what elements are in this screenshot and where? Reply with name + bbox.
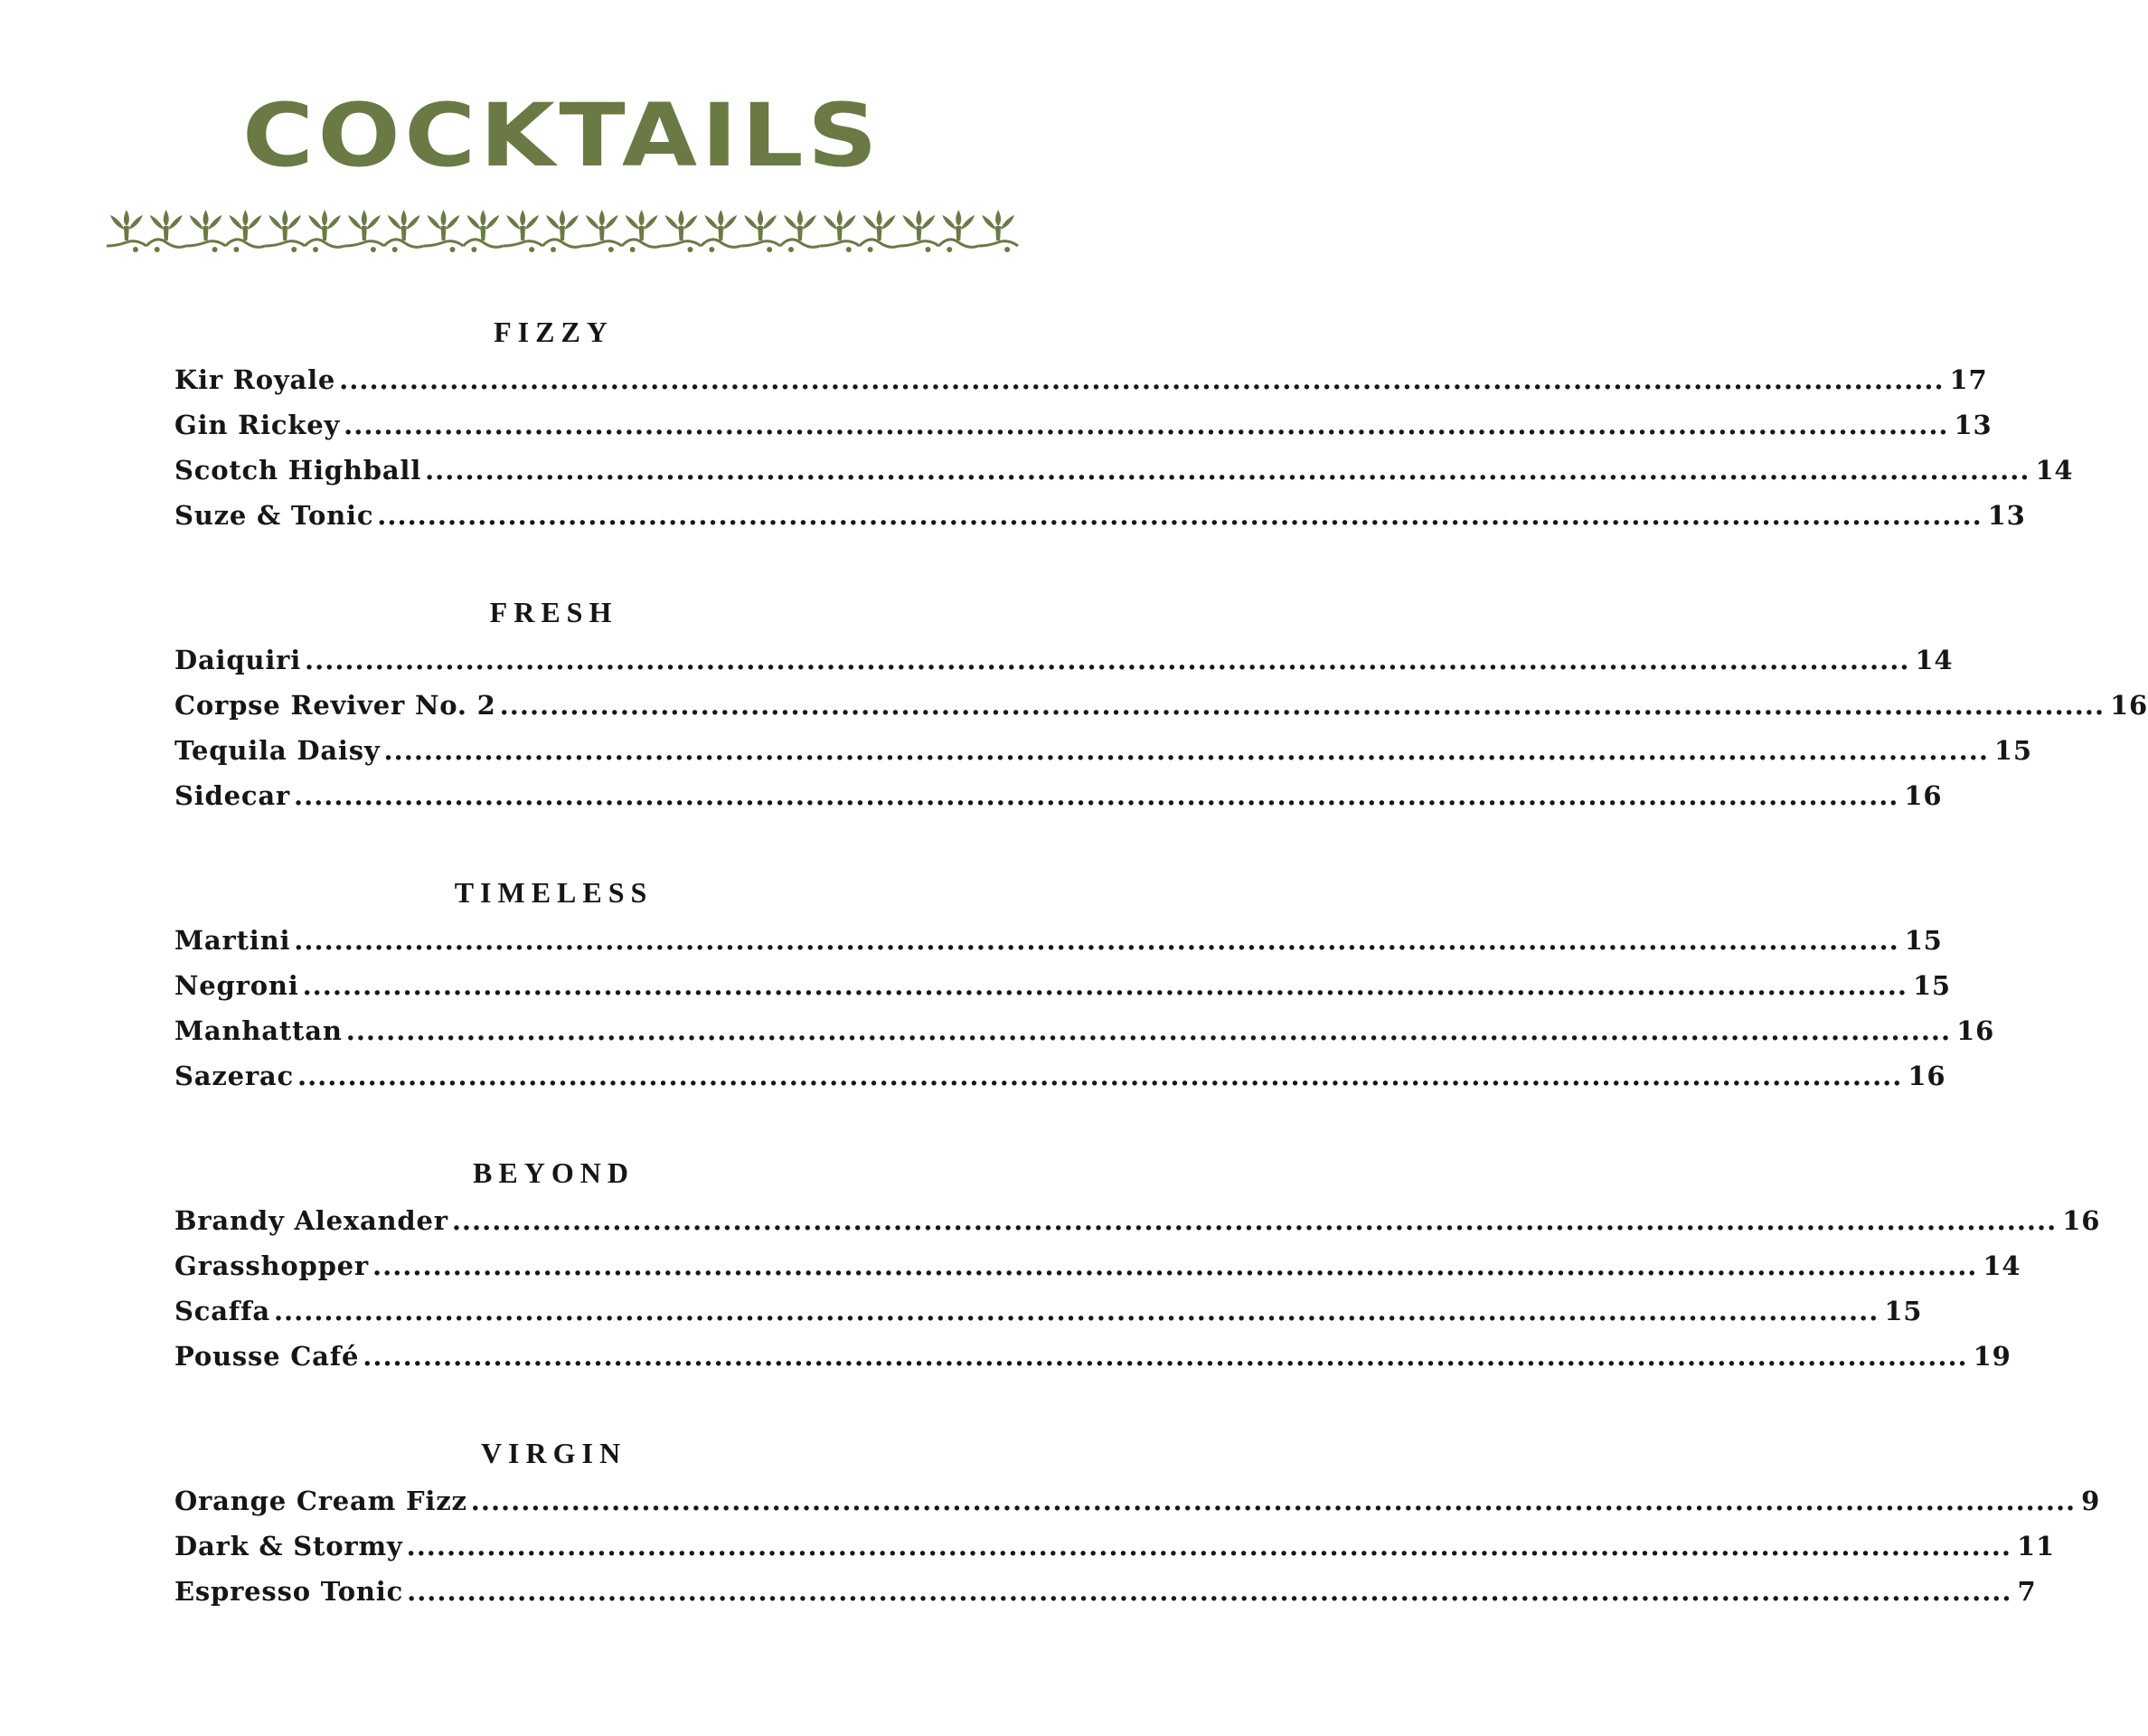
menu-item xyxy=(174,1008,1995,1053)
floral-motif xyxy=(701,210,740,252)
menu-item-name: Orange Cream Fizz xyxy=(174,1486,467,1516)
menu-item-name: Gin Rickey xyxy=(174,410,341,440)
menu-item-price: 14 xyxy=(2035,455,2074,486)
menu-item xyxy=(174,1198,2101,1243)
section-heading: BEYOND xyxy=(473,1156,635,1189)
dot-leader: ................................................................................................................................................................ xyxy=(297,1061,1903,1091)
dot-leader: ................................................................................................................................................................ xyxy=(407,1576,2012,1607)
menu-section-timeless xyxy=(174,874,1995,1099)
menu-item xyxy=(174,402,1993,448)
menu-item-name: Sazerac xyxy=(174,1061,294,1091)
menu-item xyxy=(174,637,1954,683)
floral-motif xyxy=(107,210,146,252)
menu-item-name: Dark & Stormy xyxy=(174,1531,403,1561)
menu-section-virgin xyxy=(174,1435,2101,1614)
floral-motif xyxy=(938,210,978,252)
menu-item-price: 17 xyxy=(1949,364,1988,395)
menu-item-price: 16 xyxy=(1956,1015,1995,1046)
menu-item xyxy=(174,493,2026,538)
floral-motif xyxy=(662,210,702,252)
menu-item xyxy=(174,773,1943,818)
menu-item-name: Negroni xyxy=(174,970,299,1001)
menu-title: COCKTAILS xyxy=(241,85,881,186)
floral-motif xyxy=(622,210,662,252)
dot-leader: ................................................................................................................................................................ xyxy=(383,735,1989,766)
floral-motif xyxy=(186,210,226,252)
floral-motif xyxy=(265,210,305,252)
dot-leader: ................................................................................................................................................................ xyxy=(294,780,1899,811)
menu-item-name: Manhattan xyxy=(174,1015,343,1046)
floral-motif xyxy=(344,210,384,252)
dot-leader: ................................................................................................................................................................ xyxy=(302,970,1908,1001)
menu-item-price: 15 xyxy=(1884,1296,1923,1326)
dot-leader: ................................................................................................................................................................ xyxy=(363,1341,1968,1372)
menu-item xyxy=(174,1053,1946,1099)
menu-item-price: 7 xyxy=(2017,1576,2037,1607)
menu-item-name: Brandy Alexander xyxy=(174,1205,448,1236)
floral-motif xyxy=(542,210,582,252)
floral-motif xyxy=(740,210,780,252)
menu-item xyxy=(174,918,1943,963)
section-heading: FRESH xyxy=(489,596,618,628)
dot-leader: ................................................................................................................................................................ xyxy=(425,455,2030,486)
dot-leader: ................................................................................................................................................................ xyxy=(372,1250,1978,1281)
menu-item-price: 16 xyxy=(2062,1205,2101,1236)
menu-item xyxy=(174,1334,2011,1379)
menu-section-beyond xyxy=(174,1155,2101,1379)
dot-leader: ................................................................................................................................................................ xyxy=(451,1205,2058,1236)
dot-leader: ................................................................................................................................................................ xyxy=(273,1296,1880,1326)
menu-item-price: 9 xyxy=(2081,1486,2101,1516)
menu-item xyxy=(174,1243,2021,1288)
dot-leader: ................................................................................................................................................................ xyxy=(344,410,1949,440)
floral-motif xyxy=(463,210,503,252)
menu-section-fizzy xyxy=(174,314,2074,538)
menu-item-name: Suze & Tonic xyxy=(174,500,374,531)
floral-motif xyxy=(860,210,900,252)
menu-sections xyxy=(174,314,2148,1670)
dot-leader: ................................................................................................................................................................ xyxy=(499,690,2106,721)
menu-item-price: 15 xyxy=(1912,970,1951,1001)
menu-item-name: Daiquiri xyxy=(174,645,302,675)
menu-item-price: 14 xyxy=(1915,645,1954,675)
floral-motif xyxy=(225,210,265,252)
menu-item xyxy=(174,1478,2101,1524)
menu-item xyxy=(174,1524,2055,1569)
menu-item-name: Scaffa xyxy=(174,1296,270,1326)
dot-leader: ................................................................................................................................................................ xyxy=(345,1015,1952,1046)
menu-item-name: Pousse Café xyxy=(174,1341,360,1372)
menu-item xyxy=(174,728,2032,773)
menu-item-price: 16 xyxy=(1908,1061,1946,1091)
floral-motif xyxy=(820,210,860,252)
menu-item-price: 15 xyxy=(1904,925,1943,956)
menu-item-name: Tequila Daisy xyxy=(174,735,381,766)
menu-item xyxy=(174,1569,2037,1614)
menu-item-name: Kir Royale xyxy=(174,364,336,395)
menu-item-name: Sidecar xyxy=(174,780,291,811)
menu-item-name: Scotch Highball xyxy=(174,455,422,486)
menu-section-fresh xyxy=(174,594,2148,818)
menu-item xyxy=(174,1288,1923,1334)
menu-item-price: 15 xyxy=(1993,735,2032,766)
floral-motif xyxy=(900,210,939,252)
menu-item-price: 16 xyxy=(2110,690,2148,721)
menu-item-price: 11 xyxy=(2016,1531,2055,1561)
dot-leader: ................................................................................................................................................................ xyxy=(305,645,1910,675)
menu-item-name: Martini xyxy=(174,925,291,956)
floral-motif xyxy=(978,210,1018,252)
dot-leader: ................................................................................................................................................................ xyxy=(377,500,1983,531)
menu-item-name: Corpse Reviver No. 2 xyxy=(174,690,496,721)
section-heading: VIRGIN xyxy=(480,1437,627,1469)
menu-item xyxy=(174,357,1988,402)
floral-motif xyxy=(384,210,424,252)
floral-motif xyxy=(305,210,344,252)
floral-border-icon xyxy=(107,206,1018,257)
menu-item-name: Espresso Tonic xyxy=(174,1576,404,1607)
menu-item-price: 14 xyxy=(1983,1250,2021,1281)
section-heading: TIMELESS xyxy=(454,876,654,909)
menu-item xyxy=(174,963,1951,1008)
floral-motif xyxy=(503,210,542,252)
floral-motif xyxy=(582,210,622,252)
dot-leader: ................................................................................................................................................................ xyxy=(294,925,1899,956)
dot-leader: ................................................................................................................................................................ xyxy=(470,1486,2077,1516)
menu-item-price: 13 xyxy=(1987,500,2026,531)
menu-item-price: 13 xyxy=(1954,410,1993,440)
dot-leader: ................................................................................................................................................................ xyxy=(406,1531,2011,1561)
dot-leader: ................................................................................................................................................................ xyxy=(339,364,1945,395)
menu-item-price: 16 xyxy=(1904,780,1943,811)
floral-motif xyxy=(424,210,464,252)
menu-item-price: 19 xyxy=(1973,1341,2011,1372)
menu-item xyxy=(174,683,2148,728)
section-heading: FIZZY xyxy=(494,316,614,348)
floral-motif xyxy=(146,210,186,252)
menu-item xyxy=(174,448,2074,493)
menu-item-name: Grasshopper xyxy=(174,1250,370,1281)
floral-motif xyxy=(780,210,820,252)
